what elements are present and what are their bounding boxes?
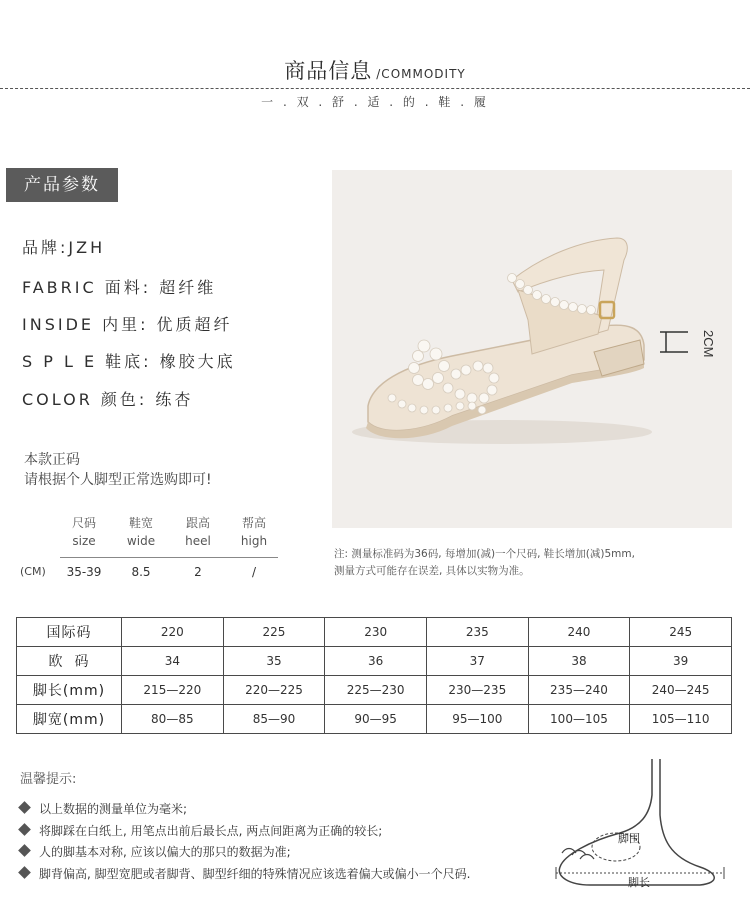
table-cell: 35 (223, 647, 325, 676)
foot-girth-label: 脚围 (618, 832, 640, 845)
tip-item: 人的脚基本对称, 应该以偏大的那只的数据为准; (18, 843, 291, 860)
table-row (17, 676, 732, 705)
tips-title: 温馨提示: (20, 772, 77, 787)
table-cell: 240 (528, 618, 630, 647)
row-header-intl: 国际码 (17, 618, 122, 647)
diamond-bullet-icon (18, 866, 31, 879)
title-chinese: 商品信息 (284, 59, 373, 83)
tip-item: 脚背偏高, 脚型宽肥或者脚背、脚型纤细的特殊情况应该选着偏大或偏小一个尺码. (18, 865, 470, 882)
table-row (17, 647, 732, 676)
table-cell: 34 (122, 647, 224, 676)
page-title (0, 55, 750, 85)
table-cell: 80—85 (122, 705, 224, 734)
table-row (17, 705, 732, 734)
foot-length-label: 脚长 (628, 876, 650, 889)
page-subtitle: 一 . 双 . 舒 . 适 . 的 . 鞋 . 履 (261, 95, 489, 109)
spec-sole: S P L E 鞋底: 橡胶大底 (22, 352, 236, 371)
tip-item: 以上数据的测量单位为毫米; (18, 800, 187, 817)
table-cell: 95—100 (426, 705, 528, 734)
diamond-bullet-icon (18, 801, 31, 814)
row-header-foot-width: 脚宽(mm) (17, 705, 122, 734)
table-cell: 245 (630, 618, 732, 647)
table-cell: 225—230 (325, 676, 427, 705)
table-cell: 39 (630, 647, 732, 676)
table-cell: 85—90 (223, 705, 325, 734)
table-cell: 235—240 (528, 676, 630, 705)
fit-note: 本款正码 (24, 452, 80, 468)
table-cell: 215—220 (122, 676, 224, 705)
table-cell: 100—105 (528, 705, 630, 734)
table-cell: 37 (426, 647, 528, 676)
section-tag-params: 产品参数 (6, 168, 118, 202)
size-chart (16, 617, 732, 734)
table-cell: 240—245 (630, 676, 732, 705)
diamond-bullet-icon (18, 823, 31, 836)
diamond-bullet-icon (18, 844, 31, 857)
mini-header-size: 尺码 size (71, 516, 96, 548)
mini-value-wide: 8.5 (131, 565, 151, 579)
table-cell: 230—235 (426, 676, 528, 705)
measurement-disclaimer: 注: 测量标准码为36码, 每增加(减)一个尺码, 鞋长增加(减)5mm, 测量方式可能存在误差, 具体以实物为准。 (334, 548, 635, 577)
sandal-illustration (332, 170, 732, 528)
table-cell: 38 (528, 647, 630, 676)
spec-color: COLOR 颜色: 练杏 (22, 390, 194, 409)
mini-header-heel: 跟高 heel (185, 516, 211, 548)
mini-table-divider (60, 557, 278, 558)
product-photo (332, 170, 732, 528)
tip-item: 将脚踩在白纸上, 用笔点出前后最长点, 两点间距离为正确的较长; (18, 822, 382, 839)
spec-brand: 品牌:JZH (22, 238, 106, 257)
mini-header-wide: 鞋宽 wide (126, 516, 156, 548)
table-cell: 36 (325, 647, 427, 676)
mini-value-heel: 2 (194, 565, 202, 579)
fit-advice: 请根据个人脚型正常选购即可! (24, 472, 212, 488)
spec-fabric: FABRIC 面料: 超纤维 (22, 278, 217, 297)
table-cell: 230 (325, 618, 427, 647)
heel-height-label: 2CM (701, 330, 716, 358)
spec-inside: INSIDE 内里: 优质超纤 (22, 315, 233, 334)
mini-unit-label: (CM) (20, 565, 46, 578)
title-english: /COMMODITY (376, 67, 466, 81)
header-top-divider (0, 88, 750, 89)
row-header-eu: 欧 码 (17, 647, 122, 676)
mini-value-high: / (251, 565, 257, 579)
table-cell: 220—225 (223, 676, 325, 705)
mini-value-size: 35-39 (66, 565, 102, 579)
table-cell: 235 (426, 618, 528, 647)
mini-header-high: 帮高 high (240, 516, 268, 548)
row-header-foot-length: 脚长(mm) (17, 676, 122, 705)
table-cell: 105—110 (630, 705, 732, 734)
table-row (17, 618, 732, 647)
table-cell: 90—95 (325, 705, 427, 734)
table-cell: 220 (122, 618, 224, 647)
table-cell: 225 (223, 618, 325, 647)
